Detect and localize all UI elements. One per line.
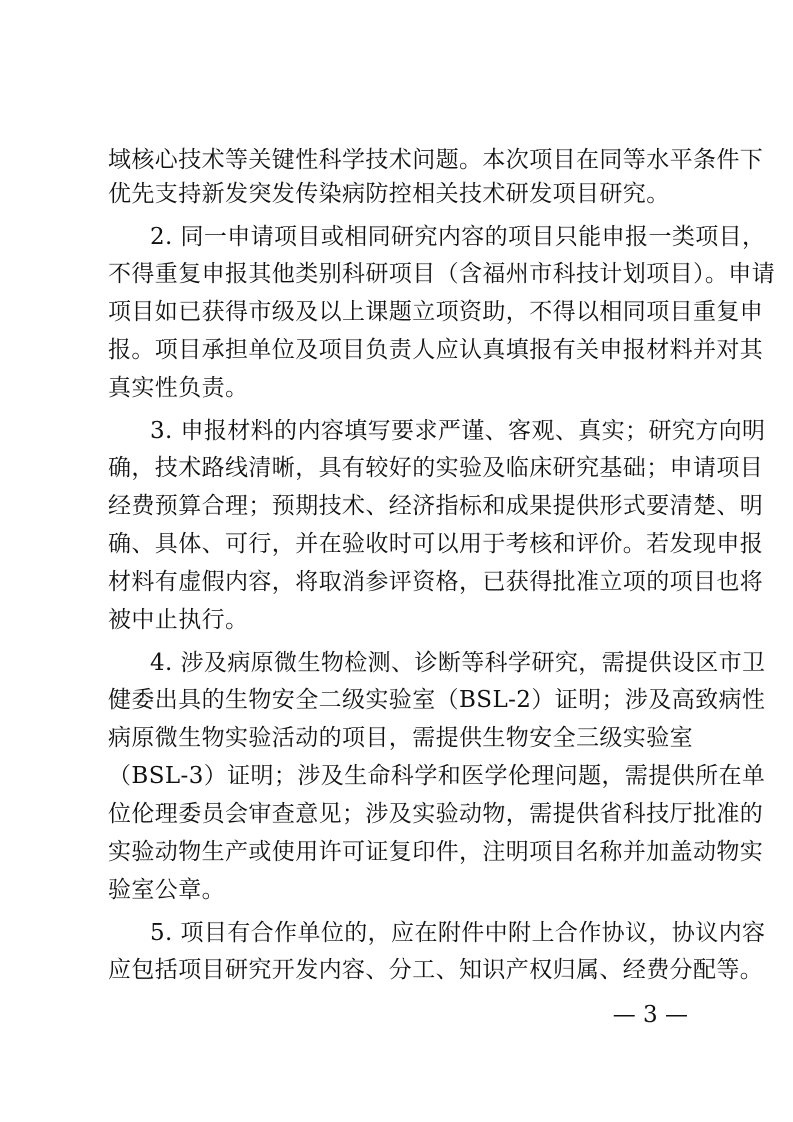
paragraph-4-line-5: 位伦理委员会审查意见；涉及实验动物，需提供省科技厅批准的 — [108, 801, 764, 827]
paragraph-3-line-2: 确，技术路线清晰，具有较好的实验及临床研究基础；申请项目 — [108, 455, 764, 481]
paragraph-4-line-7: 验室公章。 — [108, 877, 225, 903]
paragraph-2-line-4: 报。项目承担单位及项目负责人应认真填报有关申报材料并对其 — [108, 337, 764, 363]
paragraph-4-line-1: 4. 涉及病原微生物检测、诊断等科学研究，需提供设区市卫 — [150, 650, 766, 676]
paragraph-4-line-4: （BSL-3）证明；涉及生命科学和医学伦理问题，需提供所在单 — [108, 763, 766, 789]
paragraph-3-line-5: 材料有虚假内容，将取消参评资格，已获得批准立项的项目也将 — [108, 569, 764, 595]
paragraph-5-line-2: 应包括项目研究开发内容、分工、知识产权归属、经费分配等。 — [108, 957, 764, 983]
paragraph-4-line-2: 健委出具的生物安全二级实验室（BSL-2）证明；涉及高致病性 — [108, 687, 766, 713]
paragraph-3-line-3: 经费预算合理；预期技术、经济指标和成果提供形式要清楚、明 — [108, 493, 764, 519]
paragraph-3-line-6: 被中止执行。 — [108, 607, 249, 633]
paragraph-4-line-3: 病原微生物实验活动的项目，需提供生物安全三级实验室 — [108, 725, 693, 751]
paragraph-3-line-4: 确、具体、可行，并在验收时可以用于考核和评价。若发现申报 — [108, 531, 764, 557]
paragraph-4-line-6: 实验动物生产或使用许可证复印件，注明项目名称并加盖动物实 — [108, 839, 764, 865]
paragraph-2-line-2: 不得重复申报其他类别科研项目（含福州市科技计划项目）。申请 — [108, 261, 776, 287]
paragraph-1-line-2: 优先支持新发突发传染病防控相关技术研发项目研究。 — [108, 181, 670, 207]
paragraph-2-line-5: 真实性负责。 — [108, 375, 249, 401]
paragraph-1-line-1: 域核心技术等关键性科学技术问题。本次项目在同等水平条件下 — [108, 147, 764, 173]
paragraph-5-line-1: 5. 项目有合作单位的，应在附件中附上合作协议，协议内容 — [150, 920, 766, 946]
page-number: — 3 — — [612, 1002, 688, 1028]
paragraph-2-line-1: 2. 同一申请项目或相同研究内容的项目只能申报一类项目， — [150, 224, 766, 250]
paragraph-2-line-3: 项目如已获得市级及以上课题立项资助，不得以相同项目重复申 — [108, 299, 764, 325]
paragraph-3-line-1: 3. 申报材料的内容填写要求严谨、客观、真实；研究方向明 — [150, 418, 766, 444]
